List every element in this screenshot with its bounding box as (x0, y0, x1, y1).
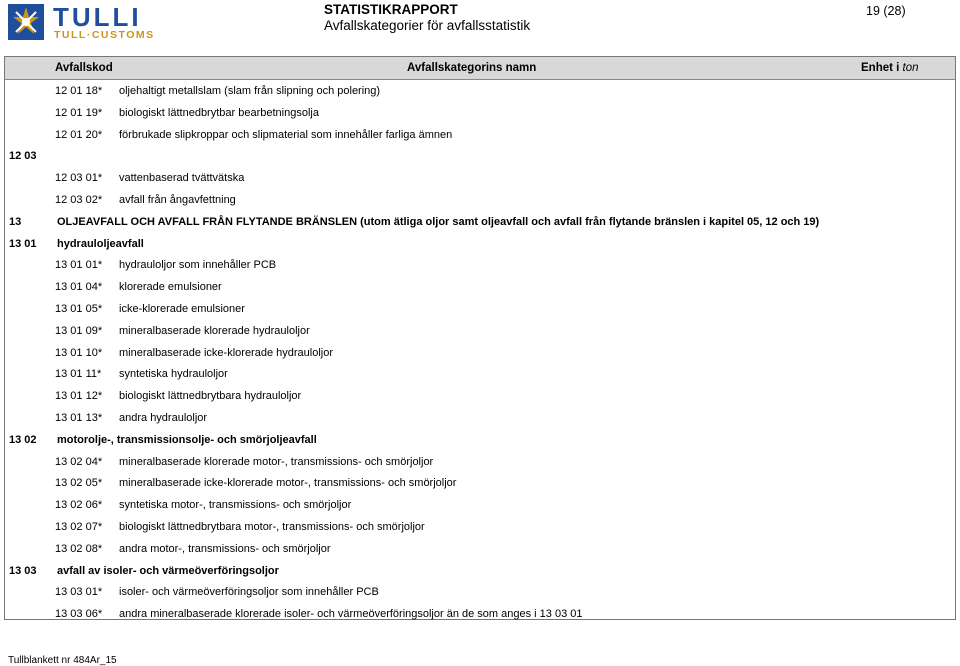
table-row (5, 188, 955, 210)
waste-code: 12 01 18* (55, 85, 103, 97)
waste-code: 13 01 09* (55, 324, 103, 337)
waste-name: motorolje-, transmissionsolje- och smörjoljeavfall (57, 433, 317, 446)
table-row (5, 79, 955, 101)
table-group-row (5, 210, 955, 232)
table-row (5, 101, 955, 123)
waste-name: andra hydrauloljor (119, 412, 208, 424)
waste-name: mineralbaserade klorerade hydrauloljor (119, 324, 310, 337)
column-header-code: Avfallskod (55, 62, 113, 74)
table-row (5, 123, 955, 145)
waste-name: klorerade emulsioner (119, 281, 222, 294)
waste-name: biologiskt lättnedbrytbar bearbetningsolja (119, 106, 319, 119)
waste-code: 13 01 13* (55, 412, 103, 424)
table-row (5, 537, 955, 559)
form-id: Tullblankett nr 484Ar_15 (8, 655, 117, 666)
waste-code: 13 03 06* (55, 608, 103, 621)
waste-name: icke-klorerade emulsioner (119, 303, 245, 315)
table-group-row (5, 144, 955, 166)
table-row (5, 362, 955, 384)
table-row (5, 319, 955, 341)
waste-name: biologiskt lättnedbrytbara motor-, transmissions- och smörjoljor (119, 521, 425, 533)
waste-name: mineralbaserade klorerade motor-, transmissions- och smörjoljor (119, 455, 434, 468)
table-header (5, 57, 955, 80)
report-title: STATISTIKRAPPORT (324, 2, 458, 17)
page-header (0, 0, 960, 58)
waste-code: 13 02 (9, 433, 37, 446)
waste-name: vattenbaserad tvättvätska (119, 172, 245, 185)
table-row (5, 275, 955, 297)
waste-code: 12 01 19* (55, 106, 103, 119)
table-row (5, 166, 955, 188)
waste-code: 13 02 07* (55, 521, 103, 533)
table-row (5, 406, 955, 428)
waste-name: hydrauloljeavfall (57, 237, 144, 250)
waste-name: hydrauloljor som innehåller PCB (119, 259, 277, 272)
table-row (5, 515, 955, 537)
table-group-row (5, 428, 955, 450)
waste-code: 13 01 (9, 237, 37, 250)
waste-code: 12 03 01* (55, 172, 103, 185)
table-row (5, 341, 955, 363)
logo-wordmark: TULLI (53, 2, 142, 32)
waste-name: avfall från ångavfettning (119, 194, 236, 206)
page-number: 19 (28) (866, 4, 906, 18)
tulli-logo (8, 4, 198, 42)
table-row (5, 253, 955, 275)
logo-subtitle: TULL·CUSTOMS (54, 29, 155, 41)
waste-name: biologiskt lättnedbrytbara hydrauloljor (119, 390, 302, 403)
column-header-name: Avfallskategorins namn (407, 62, 537, 74)
tulli-emblem-icon (8, 4, 44, 40)
waste-code: 13 02 04* (55, 455, 103, 468)
waste-name: avfall av isoler- och värmeöverföringsoljor (57, 564, 279, 577)
waste-code: 13 03 01* (55, 586, 103, 599)
waste-code: 13 01 01* (55, 259, 103, 272)
waste-code: 13 01 12* (55, 390, 103, 403)
waste-code: 13 01 10* (55, 346, 103, 359)
waste-code: 13 01 05* (55, 303, 103, 315)
table-group-row (5, 232, 955, 254)
table-row (5, 580, 955, 602)
waste-name: mineralbaserade icke-klorerade motor-, transmissions- och smörjoljor (119, 477, 457, 490)
waste-code: 13 02 05* (55, 477, 103, 490)
waste-name: förbrukade slipkroppar och slipmaterial som innehåller farliga ämnen (119, 128, 453, 141)
waste-code: 13 03 (9, 564, 37, 577)
column-header-unit-italic: ton (902, 62, 919, 74)
waste-category-table (4, 56, 956, 620)
table-row (5, 384, 955, 406)
column-header-unit (861, 62, 919, 74)
table-row (5, 450, 955, 472)
waste-name: OLJEAVFALL OCH AVFALL FRÅN FLYTANDE BRÄNSLEN (utom ätliga oljor samt oljeavfall och avfall från flytande bränslen i kapitel 05, 12 och 19) (57, 215, 820, 228)
waste-name: syntetiska hydrauloljor (119, 368, 228, 381)
waste-name: syntetiska motor-, transmissions- och smörjoljor (119, 499, 352, 512)
waste-name: andra motor-, transmissions- och smörjoljor (119, 542, 331, 555)
column-header-unit-label: Enhet i (861, 62, 900, 74)
waste-code: 13 01 11* (55, 368, 102, 381)
waste-name: mineralbaserade icke-klorerade hydrauloljor (119, 346, 333, 359)
waste-code: 13 02 06* (55, 499, 103, 512)
waste-name: isoler- och värmeöverföringsoljor som innehåller PCB (119, 586, 379, 599)
waste-code: 12 01 20* (55, 128, 103, 141)
table-group-row (5, 559, 955, 581)
waste-code: 13 (9, 215, 22, 228)
waste-code: 13 02 08* (55, 542, 103, 555)
waste-code: 12 03 (9, 150, 37, 163)
table-row (5, 602, 955, 624)
waste-code: 13 01 04* (55, 281, 103, 294)
waste-name: oljehaltigt metallslam (slam från slipning och polering) (119, 85, 381, 97)
table-row (5, 471, 955, 493)
table-row (5, 297, 955, 319)
waste-name: andra mineralbaserade klorerade isoler- och värmeöverföringsoljor än de som anges i 13 03 01 (119, 608, 583, 621)
table-row (5, 493, 955, 515)
report-subtitle: Avfallskategorier för avfallsstatistik (324, 18, 531, 33)
waste-code: 12 03 02* (55, 194, 103, 206)
